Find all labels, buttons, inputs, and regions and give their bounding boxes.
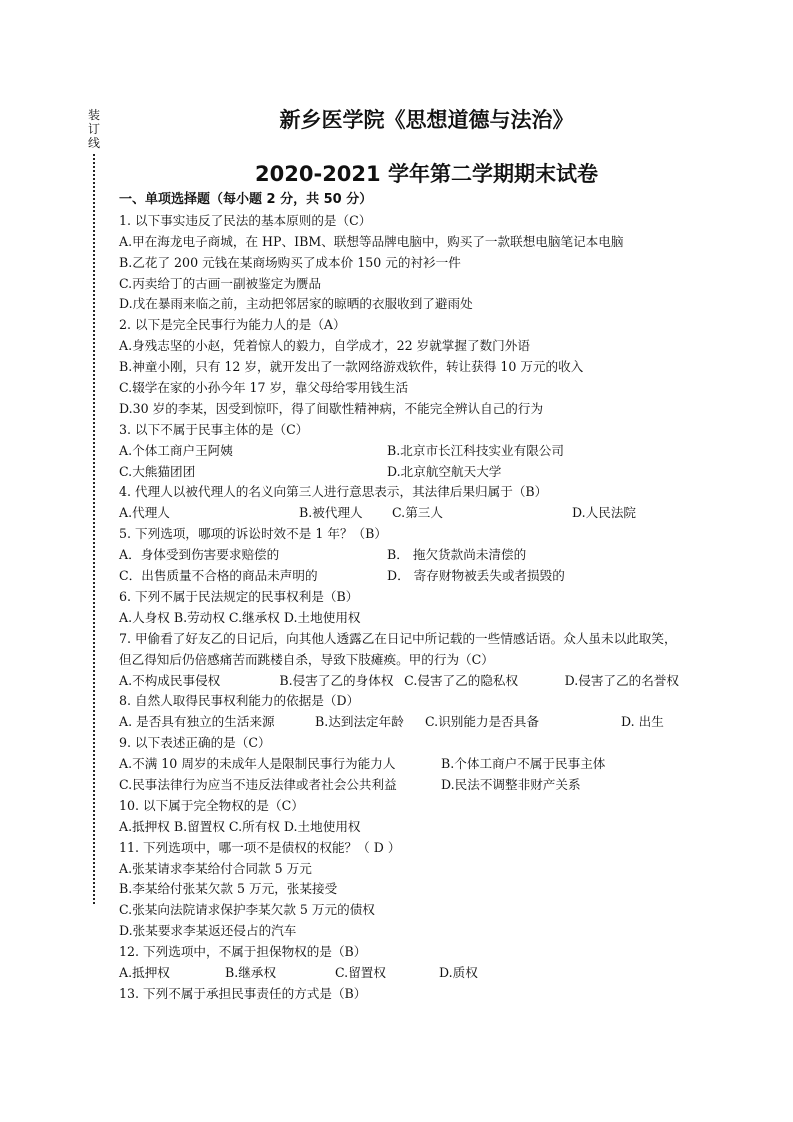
option: C．出售质量不合格的商品未声明的 — [119, 568, 318, 584]
option: A. 是否具有独立的生活来源 — [119, 714, 275, 730]
exam-subtitle: 2020-2021 学年第二学期期末试卷 — [255, 162, 598, 186]
option: C.侵害了乙的隐私权 — [404, 672, 519, 688]
question-stem: 1. 以下事实违反了民法的基本原则的是（C） — [119, 212, 372, 228]
option: A．身体受到伤害要求赔偿的 — [119, 547, 280, 563]
option: B.李某给付张某欠款 5 万元，张某接受 — [119, 881, 338, 897]
option: C.留置权 — [335, 964, 386, 980]
option: C.识别能力是否具备 — [425, 714, 539, 730]
option-row: A.人身权 B.劳动权 C.继承权 D.土地使用权 — [119, 609, 361, 625]
option-row — [119, 963, 679, 984]
option: A.不满 10 周岁的未成年人是限制民事行为能力人 — [119, 756, 396, 772]
option: C.民事法律行为应当不违反法律或者社会公共利益 — [119, 776, 397, 792]
option: D． 寄存财物被丢失或者损毁的 — [387, 568, 565, 584]
question-stem: 9. 以下表述正确的是（C） — [119, 735, 271, 751]
question-stem: 8. 自然人取得民事权利能力的依据是（D） — [119, 693, 360, 709]
option: C.大熊猫团团 — [119, 463, 196, 479]
option-row — [119, 712, 679, 733]
option-row — [119, 754, 679, 775]
option-row — [119, 775, 679, 796]
option: B.神童小刚，只有 12 岁，就开发出了一款网络游戏软件，转让获得 10 万元的收入 — [119, 359, 584, 375]
option: D.北京航空航天大学 — [387, 463, 502, 479]
option: B.达到法定年龄 — [315, 714, 404, 730]
option: B． 拖欠货款尚未清偿的 — [387, 547, 527, 563]
question-stem: 5. 下列选项，哪项的诉讼时效不是 1 年？（B） — [119, 526, 387, 542]
exam-title: 新乡医学院《思想道德与法治》 — [279, 108, 574, 132]
option: A.个体工商户王阿姨 — [119, 442, 233, 458]
option: C.第三人 — [392, 505, 443, 521]
option-row — [119, 441, 679, 462]
option: B.个体工商户不属于民事主体 — [441, 756, 606, 772]
option: A.张某请求李某给付合同款 5 万元 — [119, 860, 312, 876]
question-stem: 6. 下列不属于民法规定的民事权利是（B） — [119, 588, 359, 604]
binding-dotted-line — [93, 154, 95, 904]
option: D.戊在暴雨来临之前，主动把邻居家的晾晒的衣服收到了避雨处 — [119, 296, 473, 312]
option: B.继承权 — [225, 964, 277, 980]
option: C.张某向法院请求保护李某欠款 5 万元的债权 — [119, 902, 375, 918]
question-stem: 2. 以下是完全民事行为能力人的是（A） — [119, 317, 346, 333]
option: D.30 岁的李某，因受到惊吓，得了间歇性精神病，不能完全辨认自己的行为 — [119, 400, 544, 416]
question-stem: 11. 下列选项中，哪一项不是债权的权能？（ D ） — [119, 839, 401, 855]
question-stem: 4. 代理人以被代理人的名义向第三人进行意思表示，其法律后果归属于（B） — [119, 484, 548, 500]
option: D. 出生 — [621, 714, 664, 730]
option-row — [119, 462, 679, 483]
question-stem: 12. 下列选项中，不属于担保物权的是（B） — [119, 944, 367, 960]
option: C.丙卖给丁的古画一副被鉴定为赝品 — [119, 275, 322, 291]
option: A.代理人 — [119, 505, 170, 521]
option: C.辍学在家的小孙今年 17 岁，靠父母给零用钱生活 — [119, 380, 409, 396]
option: B.乙花了 200 元钱在某商场购买了成本价 150 元的衬衫一件 — [119, 254, 461, 270]
question-list — [119, 190, 679, 1005]
option: B.被代理人 — [299, 505, 363, 521]
option-row — [119, 671, 679, 692]
option-row — [119, 566, 679, 587]
question-stem: 10. 以下属于完全物权的是（C） — [119, 797, 304, 813]
option-row: A.抵押权 B.留置权 C.所有权 D.土地使用权 — [119, 818, 361, 834]
section-heading: 一、单项选择题（每小题 2 分，共 50 分） — [119, 192, 373, 207]
question-stem: 3. 以下不属于民事主体的是（C） — [119, 421, 309, 437]
option-row — [119, 545, 679, 566]
question-stem: 7. 甲偷看了好友乙的日记后，向其他人透露乙在日记中所记载的一些情感话语。众人虽未以此取笑，但乙得知后仍倍感痛苦而跳楼自杀，导致下肢瘫痪。甲的行为（C） — [119, 630, 677, 667]
option: A.身残志坚的小赵，凭着惊人的毅力，自学成才，22 岁就掌握了数门外语 — [119, 338, 530, 354]
option: A.抵押权 — [119, 964, 170, 980]
option: A.不构成民事侵权 — [119, 672, 221, 688]
option-row — [119, 503, 679, 524]
option: D.人民法院 — [572, 505, 637, 521]
option: B.北京市长江科技实业有限公司 — [387, 442, 564, 458]
binding-line-label: 装订线 — [88, 108, 101, 150]
option: D.侵害了乙的名誉权 — [564, 672, 679, 688]
option: D.张某要求李某返还侵占的汽车 — [119, 923, 297, 939]
option: D.民法不调整非财产关系 — [441, 776, 581, 792]
option: A.甲在海龙电子商城，在 HP、IBM、联想等品牌电脑中，购买了一款联想电脑笔记本电脑 — [119, 233, 624, 249]
question-stem: 13. 下列不属于承担民事责任的方式是（B） — [119, 985, 367, 1001]
option: D.质权 — [439, 964, 478, 980]
option: B.侵害了乙的身体权 — [279, 672, 394, 688]
